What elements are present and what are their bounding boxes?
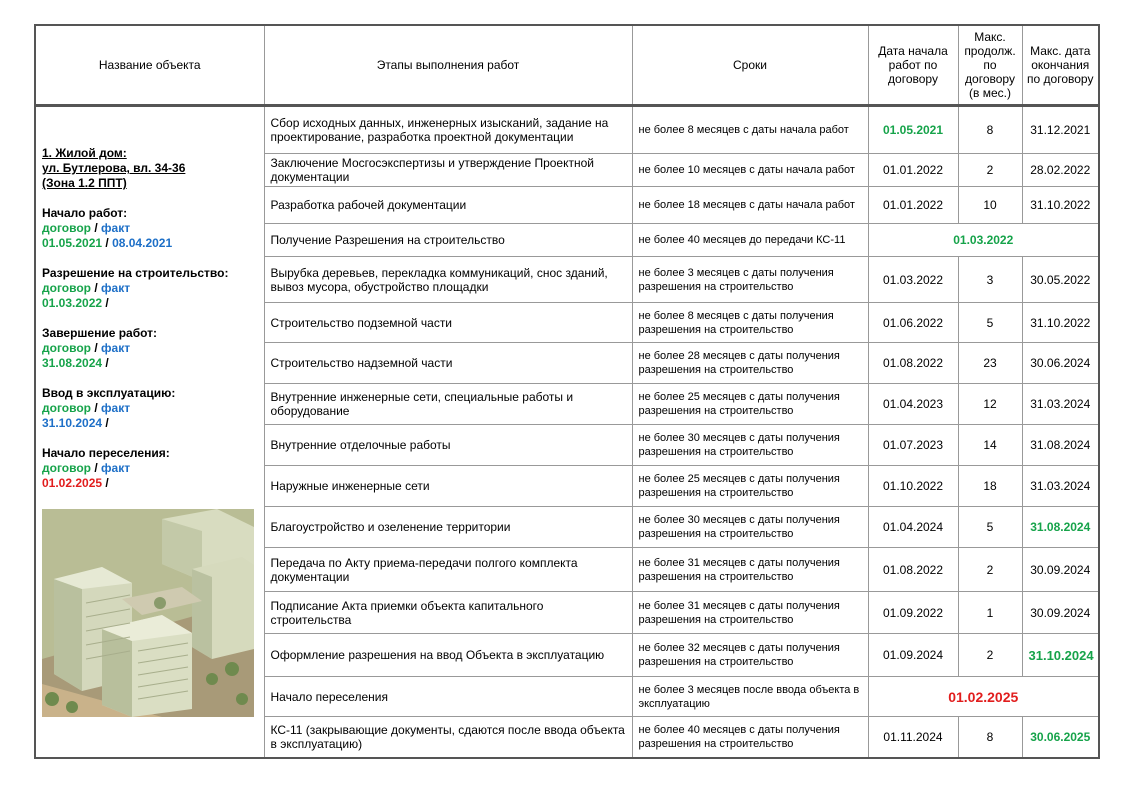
- stage-cell: Получение Разрешения на строительство: [264, 224, 632, 257]
- start-date-cell: 01.08.2022: [868, 343, 958, 384]
- stage-cell: Внутренние инженерные сети, специальные работы и оборудование: [264, 384, 632, 425]
- end-date-cell: 31.10.2022: [1022, 187, 1099, 224]
- end-date-cell: 31.03.2024: [1022, 466, 1099, 507]
- header-terms: Сроки: [632, 25, 868, 106]
- start-date-cell: 01.08.2022: [868, 548, 958, 592]
- term-cell: не более 31 месяцев с даты получения разрешения на строительство: [632, 592, 868, 634]
- start-fact-date: 08.04.2021: [112, 236, 173, 251]
- stage-cell: Благоустройство и озеленение территории: [264, 507, 632, 548]
- schedule-table: [34, 24, 1100, 759]
- duration-cell: 14: [958, 425, 1022, 466]
- term-cell: не более 40 месяцев до передачи КС-11: [632, 224, 868, 257]
- stage-cell: Начало переселения: [264, 677, 632, 717]
- finish-contract-date: 31.08.2024: [42, 356, 103, 371]
- start-date-cell: 01.07.2023: [868, 425, 958, 466]
- term-cell: не более 28 месяцев с даты получения разрешения на строительство: [632, 343, 868, 384]
- stage-cell: Подписание Акта приемки объекта капитального строительства: [264, 592, 632, 634]
- resettle-label: Начало переселения:: [42, 446, 170, 461]
- object-title-line-2: ул. Бутлерова, вл. 34-36: [42, 161, 186, 176]
- legend-fact: факт: [101, 341, 131, 356]
- term-cell: не более 25 месяцев с даты получения разрешения на строительство: [632, 466, 868, 507]
- header-object-name: Название объекта: [35, 25, 264, 106]
- term-cell: не более 8 месяцев с даты получения разрешения на строительство: [632, 303, 868, 343]
- term-cell: не более 8 месяцев с даты начала работ: [632, 106, 868, 154]
- term-cell: не более 40 месяцев с даты получения разрешения на строительство: [632, 717, 868, 758]
- start-date-cell: 01.04.2024: [868, 507, 958, 548]
- end-date-cell: 31.10.2022: [1022, 303, 1099, 343]
- object-info: [42, 146, 258, 491]
- stage-cell: Наружные инженерные сети: [264, 466, 632, 507]
- legend-contract: договор: [42, 221, 91, 236]
- header-stages: Этапы выполнения работ: [264, 25, 632, 106]
- duration-cell: 3: [958, 257, 1022, 303]
- start-date-cell: 01.03.2022: [868, 257, 958, 303]
- legend-fact: факт: [101, 461, 131, 476]
- permit-label: Разрешение на строительство:: [42, 266, 229, 281]
- term-cell: не более 18 месяцев с даты начала работ: [632, 187, 868, 224]
- duration-cell: 18: [958, 466, 1022, 507]
- commission-label: Ввод в эксплуатацию:: [42, 386, 176, 401]
- end-date-cell: 31.12.2021: [1022, 106, 1099, 154]
- header-end-date: Макс. дата окончания по договору: [1022, 25, 1099, 106]
- legend-contract: договор: [42, 461, 91, 476]
- permit-merged-date-cell: 01.03.2022: [868, 224, 1099, 257]
- legend-contract: договор: [42, 401, 91, 416]
- commission-block: Ввод в эксплуатацию: договор / факт 31.10.2024 /: [42, 386, 258, 431]
- start-date-cell: 01.01.2022: [868, 187, 958, 224]
- stage-cell: Строительство надземной части: [264, 343, 632, 384]
- start-date-cell: 01.09.2022: [868, 592, 958, 634]
- end-date-cell: 31.10.2024: [1022, 634, 1099, 677]
- term-cell: не более 30 месяцев с даты получения разрешения на строительство: [632, 425, 868, 466]
- table-row: [35, 106, 1099, 154]
- end-date-cell: 30.09.2024: [1022, 548, 1099, 592]
- stage-cell: Разработка рабочей документации: [264, 187, 632, 224]
- legend-contract: договор: [42, 341, 91, 356]
- start-label: Начало работ:: [42, 206, 128, 221]
- header-row: [35, 25, 1099, 106]
- term-cell: не более 3 месяцев с даты получения разрешения на строительство: [632, 257, 868, 303]
- duration-cell: 2: [958, 154, 1022, 187]
- duration-cell: 8: [958, 106, 1022, 154]
- permit-block: Разрешение на строительство: договор / факт 01.03.2022 /: [42, 266, 258, 311]
- stage-cell: Передача по Акту приема-передачи полгого комплекта документации: [264, 548, 632, 592]
- stage-cell: Оформление разрешения на ввод Объекта в эксплуатацию: [264, 634, 632, 677]
- duration-cell: 5: [958, 303, 1022, 343]
- stage-cell: КС-11 (закрывающие документы, сдаются после ввода объекта в эксплуатацию): [264, 717, 632, 758]
- term-cell: не более 31 месяцев с даты получения разрешения на строительство: [632, 548, 868, 592]
- object-info-cell: [35, 106, 264, 758]
- legend-fact: факт: [101, 401, 131, 416]
- stage-cell: Внутренние отделочные работы: [264, 425, 632, 466]
- term-cell: не более 32 месяцев с даты получения разрешения на строительство: [632, 634, 868, 677]
- object-title-line-3: (Зона 1.2 ППТ): [42, 176, 127, 191]
- stage-cell: Сбор исходных данных, инженерных изысканий, задание на проектирование, разработка проектной документации: [264, 106, 632, 154]
- stage-cell: Строительство подземной части: [264, 303, 632, 343]
- finish-block: Завершение работ: договор / факт 31.08.2024 /: [42, 326, 258, 371]
- end-date-cell: 30.09.2024: [1022, 592, 1099, 634]
- stage-cell: Заключение Мосгосэкспертизы и утверждение Проектной документации: [264, 154, 632, 187]
- end-date-cell: 28.02.2022: [1022, 154, 1099, 187]
- end-date-cell: 30.05.2022: [1022, 257, 1099, 303]
- duration-cell: 8: [958, 717, 1022, 758]
- start-date-cell: 01.04.2023: [868, 384, 958, 425]
- permit-contract-date: 01.03.2022: [42, 296, 103, 311]
- term-cell: не более 3 месяцев после ввода объекта в эксплуатацию: [632, 677, 868, 717]
- start-contract-date: 01.05.2021: [42, 236, 103, 251]
- legend-fact: факт: [101, 281, 131, 296]
- term-cell: не более 10 месяцев с даты начала работ: [632, 154, 868, 187]
- start-date-cell: 01.11.2024: [868, 717, 958, 758]
- header-duration: Макс. продолж. по договору (в мес.): [958, 25, 1022, 106]
- start-date-cell: 01.10.2022: [868, 466, 958, 507]
- start-date-cell: 01.09.2024: [868, 634, 958, 677]
- end-date-cell: 31.08.2024: [1022, 507, 1099, 548]
- duration-cell: 2: [958, 634, 1022, 677]
- building-render-illustration: [42, 509, 254, 717]
- header-start-date: Дата начала работ по договору: [868, 25, 958, 106]
- finish-label: Завершение работ:: [42, 326, 158, 341]
- legend-fact: факт: [101, 221, 131, 236]
- term-cell: не более 25 месяцев с даты получения разрешения на строительство: [632, 384, 868, 425]
- building-render-image: [42, 509, 254, 717]
- resettle-block: Начало переселения: договор / факт 01.02.2025 /: [42, 446, 258, 491]
- term-cell: не более 30 месяцев с даты получения разрешения на строительство: [632, 507, 868, 548]
- duration-cell: 1: [958, 592, 1022, 634]
- commission-contract-date: 31.10.2024: [42, 416, 103, 431]
- duration-cell: 12: [958, 384, 1022, 425]
- start-block: Начало работ: договор / факт 01.05.2021 / 08.04.2021: [42, 206, 258, 251]
- end-date-cell: 31.03.2024: [1022, 384, 1099, 425]
- start-date-cell: 01.05.2021: [868, 106, 958, 154]
- end-date-cell: 31.08.2024: [1022, 425, 1099, 466]
- duration-cell: 23: [958, 343, 1022, 384]
- resettle-contract-date: 01.02.2025: [42, 476, 103, 491]
- duration-cell: 10: [958, 187, 1022, 224]
- end-date-cell: 30.06.2025: [1022, 717, 1099, 758]
- object-title-line-1: 1. Жилой дом:: [42, 146, 127, 161]
- start-date-cell: 01.01.2022: [868, 154, 958, 187]
- legend-contract: договор: [42, 281, 91, 296]
- end-date-cell: 30.06.2024: [1022, 343, 1099, 384]
- duration-cell: 2: [958, 548, 1022, 592]
- stage-cell: Вырубка деревьев, перекладка коммуникаций, снос зданий, вывоз мусора, обустройство площадки: [264, 257, 632, 303]
- start-date-cell: 01.06.2022: [868, 303, 958, 343]
- resettle-merged-date-cell: 01.02.2025: [868, 677, 1099, 717]
- duration-cell: 5: [958, 507, 1022, 548]
